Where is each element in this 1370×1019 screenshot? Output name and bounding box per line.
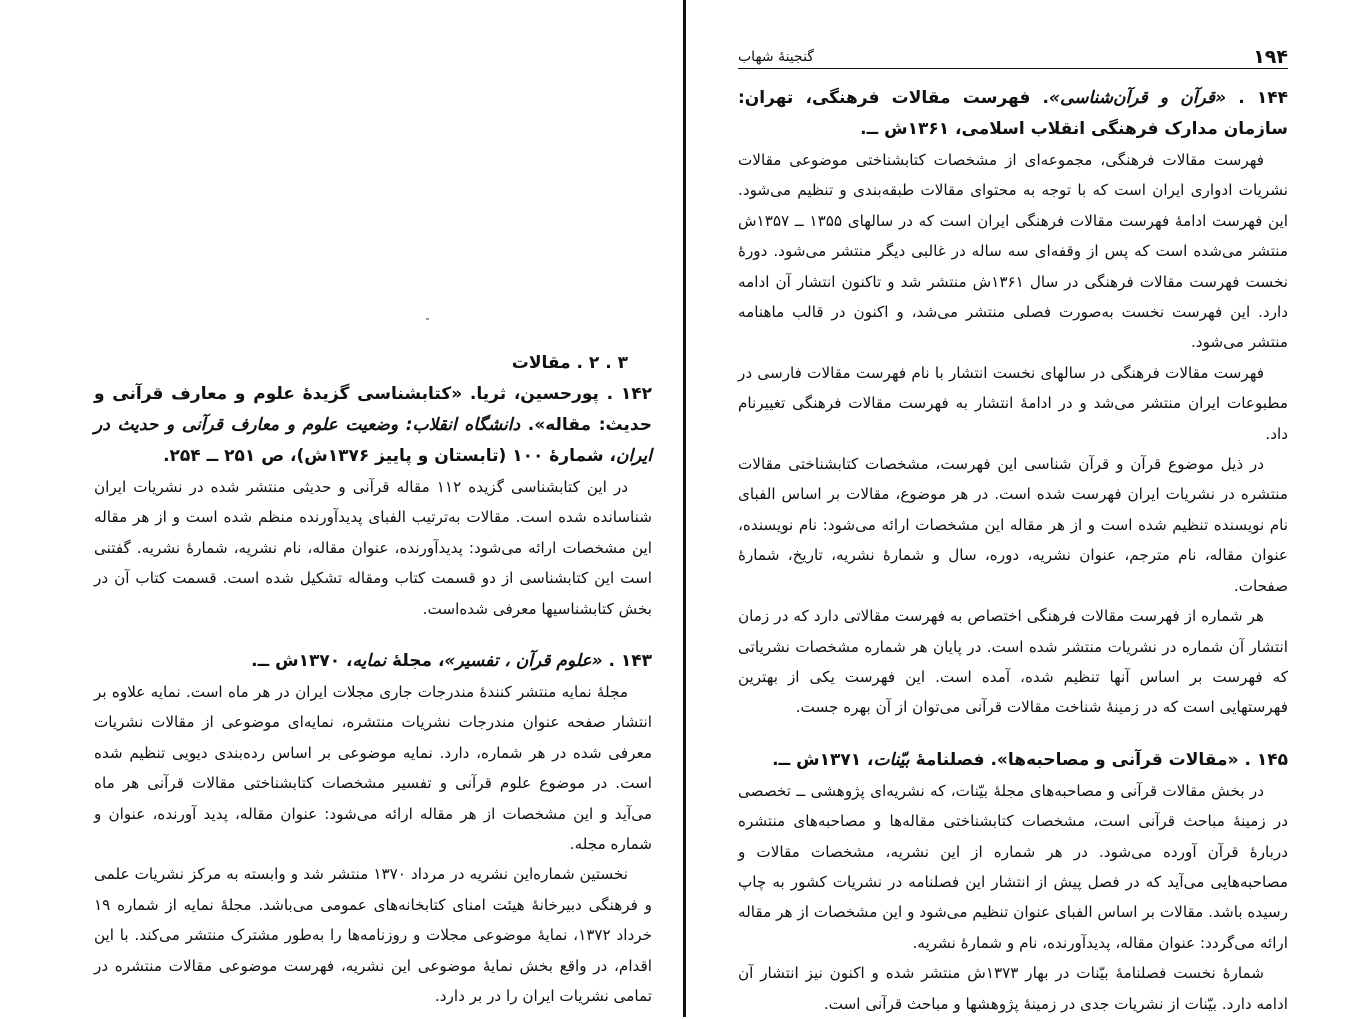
section-heading: ۳ . ۲ . مقالات — [511, 353, 628, 373]
running-head — [738, 38, 1288, 69]
entry-number: ۱۴۵ . — [1238, 749, 1288, 770]
entry-143-para-1: مجلهٔ نمایه منتشر کنندهٔ مندرجات جاری مجلات ایران در هر ماه است. نمایه علاوه بر انتشار صفحه عنوان مندرجات نشریات منتشره، نمایه‌ای موضوعی از مقالات نشریات معرفی شده در هر شماره، دارد. نمایه موضوعی بر اساس رده‌بندی دیویی تنظیم شده است. در موضوع علوم قرآنی و تفسیر مشخصات کتابشناختی مقالات قرآنی هر ماه می‌آید و این مشخصات از هر مقاله ارائه می‌شود: عنوان مقاله، پدید آورنده، عنوان و شماره مجله. — [94, 683, 652, 854]
entry-title: «علوم قرآن ، تفسیر» — [444, 651, 603, 672]
entry-title: «مقالات قرآنی و مصاحبه‌ها». فصلنامهٔ — [909, 749, 1239, 770]
entry-date: ، ۱۳۷۰ش ــ. — [251, 651, 353, 672]
entry-source: . فهرست مقالات فرهنگی، تهران: سازمان مدارک فرهنگی انقلاب اسلامی، ۱۳۶۱ش ــ. — [738, 88, 1288, 139]
entry-source: ، مجلهٔ — [386, 651, 445, 672]
entry-144-heading — [738, 83, 1288, 145]
entry-142-para-1: در این کتابشناسی گزیده ۱۱۲ مقاله قرآنی و حدیثی منتشر شده در نشریات ایران شناسانده شده است. مقالات به‌ترتیب الفبای پدیدآورنده منظم شده است و از هر مقاله این مشخصات ارائه می‌شود: پدیدآورنده، عنوان مقاله، نام نشریه، شمارهٔ نشریه. گفتنی است این کتابشناسی از دو قسمت کتاب ومقاله تشکیل شده است. قسمت کتاب آن در بخش کتابشناسیها معرفی شده‌است. — [94, 478, 652, 618]
entry-date: ، ۱۳۷۱ش ــ. — [772, 749, 874, 770]
entry-citation: ۱۴۲ . پورحسین، ثریا. «کتابشناسی گزیدهٔ علوم و معارف قرآنی و حدیث: مقاله». — [94, 384, 652, 435]
entry-142-heading — [94, 379, 652, 472]
entry-144-para-3: در ذیل موضوع قرآن و قرآن شناسی این فهرست، مشخصات کتابشناختی مقالات منتشره در نشریات ایران فهرست شده است. در هر موضوع، مقالات بر اساس الفبای نام نویسنده تنظیم شده است و از هر مقاله این مشخصات ارائه می‌شود: نام نویسنده، عنوان مقاله، نام مترجم، عنوان نشریه، دوره، سال و شمارهٔ نشریه، تاریخ، شمارهٔ صفحات. — [738, 455, 1288, 595]
entry-144-para-4: هر شماره از فهرست مقالات فرهنگی اختصاص به فهرست مقالاتی دارد که در زمان انتشار آن شماره در نشریات منتشر شده است. در پایان هر شماره مشخصات نشریاتی که فهرست بر اساس آنها تنظیم شده، آمده است. این فهرست یکی از بهترین فهرستهایی است که در زمینهٔ شناخت مقالات قرآنی می‌توان از آن بهره جست. — [738, 607, 1288, 717]
entry-145-para-1: در بخش مقالات قرآنی و مصاحبه‌های مجلهٔ بیّنات، که نشریه‌ای پژوهشی ــ تخصصی در زمینهٔ مباحث قرآنی است، مشخصات کتابشناختی مقاله‌ها و مصاحبه‌های منتشره دربارهٔ قرآن آورده می‌شود. در هر شماره از این نشریه، مشخصات مقالات و مصاحبه‌هایی می‌آید که در فصل پیش از انتشار این فصلنامه در نشریات کشور به چاپ رسیده باشد. مقالات بر اساس الفبای عنوان تنظیم می‌شود و این مشخصات از هر مقاله ارائه می‌گردد: عنوان مقاله، پدیدآورنده، نام و شمارهٔ نشریه. — [738, 781, 1288, 952]
right-page — [738, 38, 1288, 1019]
left-page — [94, 348, 652, 1012]
entry-144-para-1: فهرست مقالات فرهنگی، مجموعه‌ای از مشخصات کتابشناختی موضوعی مقالات نشریات ادواری ایران است که با توجه به محتوای مقالات طبقه‌بندی و تنظیم می‌شود. این فهرست ادامهٔ فهرست مقالات فرهنگی ایران است که در سالهای ۱۳۵۵ ــ ۱۳۵۷ش منتشر می‌شده است که پس از وقفه‌ای سه ساله در غالبی دیگر منتشر می‌شود. دورهٔ نخست فهرست مقالات فرهنگی در سال ۱۳۶۱ش منتشر شد و تاکنون انتشار آن ادامه دارد. این فهرست نخست به‌صورت فصلی منتشر می‌شد، و اکنون در قالب ماهنامه منتشر می‌شود. — [738, 151, 1289, 352]
entry-title: «قرآن و قرآن‌شناسی» — [1048, 88, 1227, 108]
entry-number: ۱۴۳ . — [602, 651, 652, 672]
journal-name: نمایه — [352, 651, 387, 672]
page-gutter — [683, 0, 686, 1017]
journal-name: دانشگاه انقلاب: وضعیت علوم و معارف قرآنی و حدیث در ایران — [94, 415, 652, 466]
entry-issue: ، شمارهٔ ۱۰۰ (تابستان و پاییز ۱۳۷۶ش)، ص ۲۵۱ ــ ۲۵۴. — [163, 446, 616, 466]
entry-143-para-2: نخستین شماره‌این نشریه در مرداد ۱۳۷۰ منتشر شد و وابسته به مرکز نشریات علمی و فرهنگی دبیرخانهٔ هیئت امنای کتابخانه‌های عمومی می‌باشد. مجلهٔ نمایه از شماره ۱۹ خرداد ۱۳۷۲، نمایهٔ موضوعی مجلات و روزنامه‌ها را به‌طور مشترک منتشر می‌کند. با این اقدام، در واقع بخش نمایهٔ موضوعی این نشریه، فهرست موضوعی مقالات منتشره در تمامی نشریات ایران را در بر دارد. — [94, 865, 652, 1006]
spacer — [94, 624, 652, 646]
book-title: گنجینهٔ شهاب — [738, 49, 814, 65]
entry-145-para-2: شمارهٔ نخست فصلنامهٔ بیّنات در بهار ۱۳۷۳ش منتشر شده و اکنون نیز انتشار آن ادامه دارد. بیّنات از نشریات جدی در زمینهٔ پژوهشها و مباحث قرآنی است. — [738, 964, 1288, 1013]
entry-number: ۱۴۴ . — [1226, 88, 1288, 108]
spacer — [738, 723, 1288, 745]
entry-144-para-2: فهرست مقالات فرهنگی در سالهای نخست انتشار با نام فهرست مقالات فارسی در مطبوعات ایران منتشر می‌شد و در ادامهٔ انتشار به فهرست مقالات فرهنگی تغییرنام داد. — [738, 363, 1288, 443]
entry-145-heading — [738, 745, 1288, 776]
page-number: ۱۹۴ — [1253, 46, 1288, 68]
scan-speck — [426, 318, 429, 320]
entry-143-heading — [94, 646, 652, 677]
journal-name: بیّنات — [873, 749, 910, 770]
